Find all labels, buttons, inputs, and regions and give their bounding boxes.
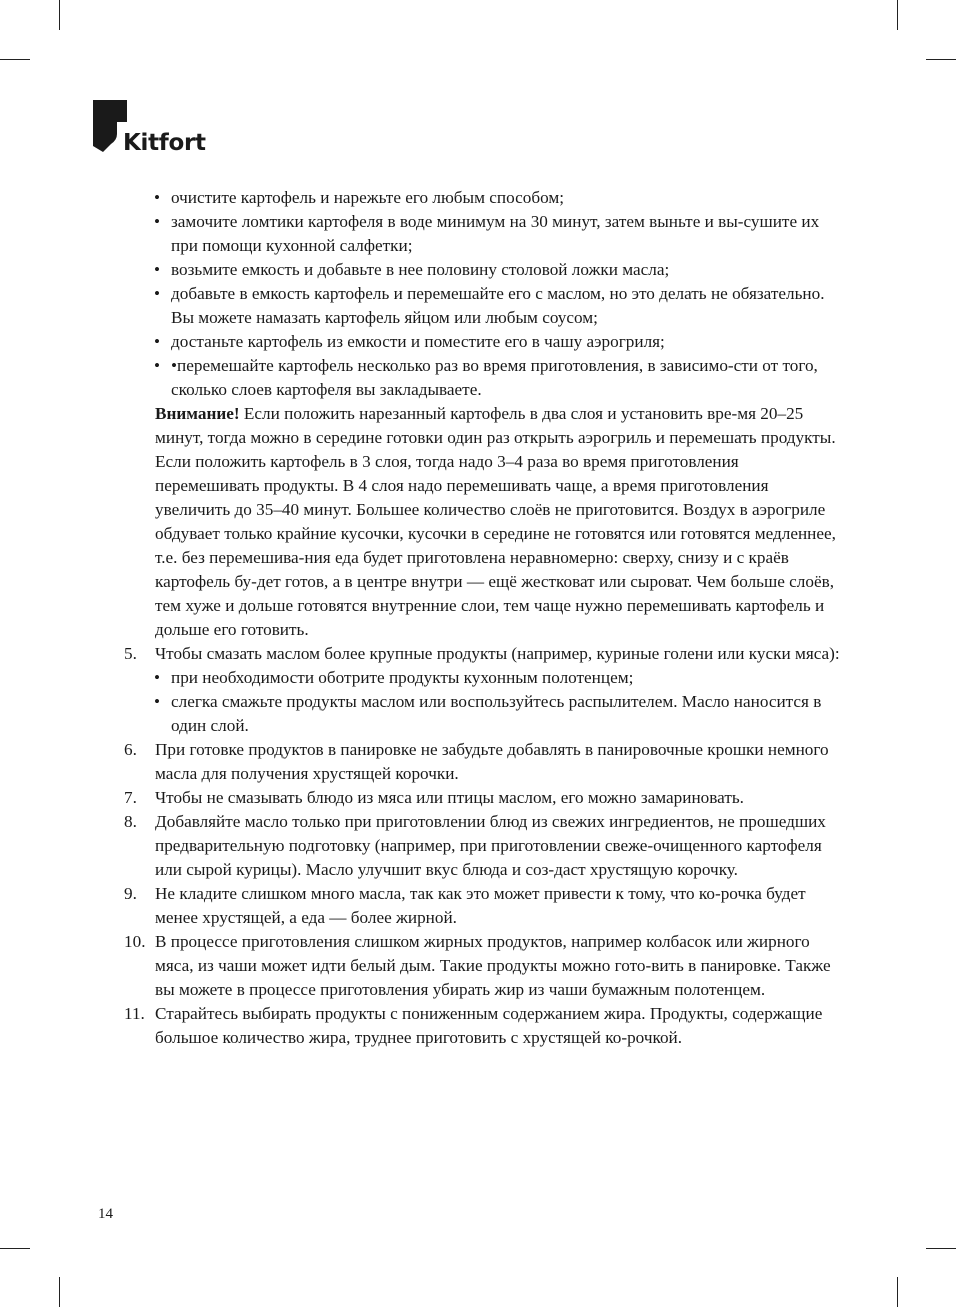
crop-mark	[0, 59, 30, 60]
list-item: • •перемешайте картофель несколько раз во время приготовления, в зависимо-сти от того, сколько слоев картофеля вы закладываете.	[154, 356, 818, 399]
crop-mark	[0, 1248, 30, 1249]
warning-label: Внимание!	[155, 404, 240, 423]
crop-mark	[59, 1277, 60, 1307]
warning-paragraph	[124, 402, 844, 642]
list-item: • замочите ломтики картофеля в воде минимум на 30 минут, затем выньте и вы-сушите их при помощи кухонной салфетки;	[154, 212, 820, 255]
numbered-item-9: 9. Не кладите слишком много масла, так как это может привести к тому, что ко-рочка будет менее хрустящей, а еда — более жирной.	[124, 884, 806, 927]
page-content	[124, 186, 844, 1050]
numbered-item-11: 11. Старайтесь выбирать продукты с пониженным содержанием жира. Продукты, содержащие большое количество жира, труднее приготовить с хрустящей ко-рочкой.	[124, 1004, 823, 1047]
numbered-item-8: 8. Добавляйте масло только при приготовлении блюд из свежих ингредиентов, не прошедших предварительную подготовку (например, при приготовлении свеже-очищенного картофеля или сырой курицы). Масло улучшит вкус блюда и соз-даст хрустящую корочку.	[124, 812, 826, 879]
page-number: 14	[98, 1206, 113, 1222]
list-item: • при необходимости оботрите продукты кухонным полотенцем;	[154, 668, 634, 687]
list-item: • добавьте в емкость картофель и перемешайте его с маслом, но это делать не обязательно. Вы можете намазать картофель яйцом или любым соусом;	[154, 284, 825, 327]
crop-mark	[926, 1248, 956, 1249]
brand-logo	[93, 100, 253, 160]
list-item: • достаньте картофель из емкости и поместите его в чашу аэрогриля;	[154, 332, 665, 351]
brand-name: Kitfort	[123, 130, 206, 156]
numbered-item-10: 10. В процессе приготовления слишком жирных продуктов, например колбасок или жирного мяса, из чаши может идти белый дым. Такие продукты можно гото-вить в панировке. Также вы можете в процессе приготовления убирать жир из чаши бумажным полотенцем.	[124, 932, 831, 999]
crop-mark	[897, 1277, 898, 1307]
list-item: • очистите картофель и нарежьте его любым способом;	[154, 188, 565, 207]
numbered-item-7: 7. Чтобы не смазывать блюдо из мяса или птицы маслом, его можно замариновать.	[124, 788, 744, 807]
list-item: • возьмите емкость и добавьте в нее половину столовой ложки масла;	[154, 260, 670, 279]
brand-logo-icon	[93, 100, 127, 156]
warning-text: Если положить нарезанный картофель в два слоя и установить вре-мя 20–25 минут, тогда можно в середине готовки один раз открыть аэрогриль и перемешать продукты. Если положить картофель в 3 слоя, тогда надо 3–4 раза во время приготовления перемешивать продукты. В 4 слоя надо перемешивать чаще, а время приготовления увеличить до 35–40 минут. Большее количество слоёв не приготовится. Воздух в аэрогриле обдувает только крайние кусочки, кусочки в середине не готовятся или готовятся медленнее, т.е. без перемешива-ния еда будет приготовлена неравномерно: сверху, снизу и с краёв картофель бу-дет готов, а в центре внутри — ещё жестковат или сыроват. Чем больше слоёв, тем хуже и дольше готовятся внутренние слои, тем чаще нужно перемешивать картофель и дольше его готовить.	[155, 404, 836, 639]
list-item: • слегка смажьте продукты маслом или воспользуйтесь распылителем. Масло наносится в один слой.	[154, 692, 822, 735]
crop-mark	[926, 59, 956, 60]
crop-mark	[59, 0, 60, 30]
numbered-item-6: 6. При готовке продуктов в панировке не забудьте добавлять в панировочные крошки немного масла для получения хрустящей корочки.	[124, 740, 829, 783]
numbered-item-5: 5. Чтобы смазать маслом более крупные продукты (например, куриные голени или куски мяса):	[124, 644, 840, 663]
crop-mark	[897, 0, 898, 30]
